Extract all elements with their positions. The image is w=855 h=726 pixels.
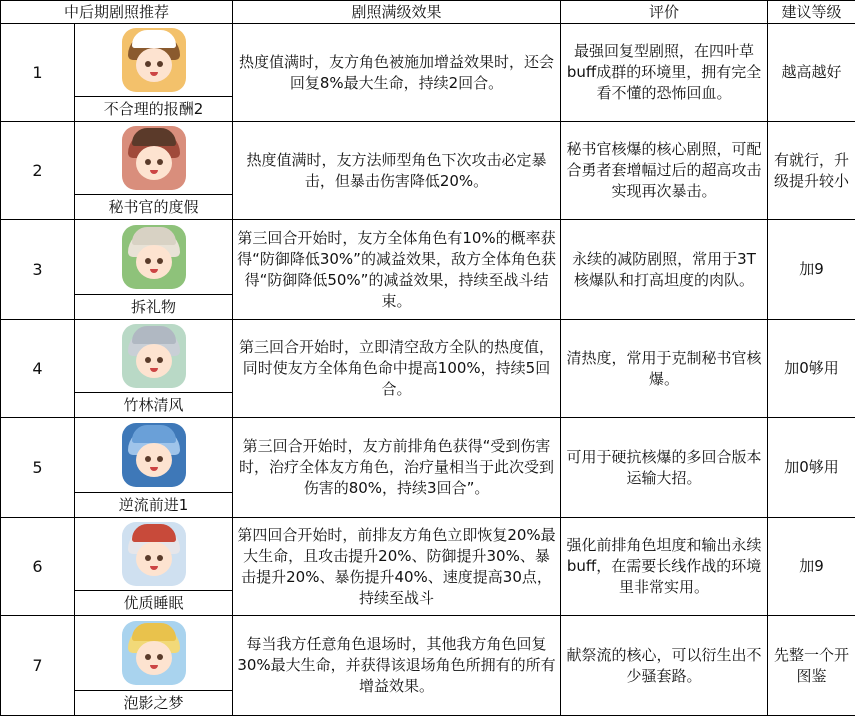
grade-text: 先整一个开图鉴 (768, 616, 855, 716)
table-row (1, 320, 855, 393)
review-text: 清热度，常用于克制秘书官核爆。 (561, 320, 768, 418)
row-number: 2 (1, 122, 75, 220)
portrait-hat (132, 425, 176, 443)
grade-text: 加9 (768, 518, 855, 616)
grade-text: 越高越好 (768, 24, 855, 122)
mouse-chef-portrait (122, 28, 186, 92)
portrait-cell (75, 24, 233, 97)
portrait-cell (75, 320, 233, 393)
table-row (1, 518, 855, 591)
grade-text: 加0够用 (768, 320, 855, 418)
review-text: 永续的减防剧照，常用于3T核爆队和打高坦度的肉队。 (561, 220, 768, 320)
portrait-face (136, 245, 172, 279)
portrait-eye (157, 61, 163, 67)
effect-text: 热度值满时，友方法师型角色下次攻击必定暴击，但暴击伤害降低20%。 (233, 122, 561, 220)
effect-text: 第三回合开始时，友方全体角色有10%的概率获得“防御降低30%”的减益效果，敌方全体角色获得“防御降低50%”的减益效果，持续至战斗结束。 (233, 220, 561, 320)
portrait-face (136, 641, 172, 675)
gift-unwrap-portrait (122, 225, 186, 289)
quality-sleep-portrait (122, 522, 186, 586)
portrait-face (136, 344, 172, 378)
portrait-eye (157, 159, 163, 165)
still-name: 不合理的报酬2 (75, 97, 233, 122)
table-row (1, 24, 855, 97)
review-text: 最强回复型剧照，在四叶草buff成群的环境里，拥有完全看不懂的恐怖回血。 (561, 24, 768, 122)
portrait-eye (157, 258, 163, 264)
grade-text: 有就行，升级提升较小 (768, 122, 855, 220)
portrait-cell (75, 220, 233, 295)
bamboo-breeze-portrait (122, 324, 186, 388)
portrait-hat (132, 128, 176, 146)
portrait-eye (145, 159, 151, 165)
effect-text: 第三回合开始时，友方前排角色获得“受到伤害时，治疗全体友方角色，治疗量相当于此次受到伤害的80%，持续3回合”。 (233, 418, 561, 518)
review-text: 献祭流的核心，可以衍生出不少骚套路。 (561, 616, 768, 716)
row-number: 3 (1, 220, 75, 320)
still-name: 泡影之梦 (75, 691, 233, 716)
secretary-vacation-portrait (122, 126, 186, 190)
review-text: 秘书官核爆的核心剧照，可配合勇者套增幅过后的超高攻击实现再次暴击。 (561, 122, 768, 220)
portrait-eye (145, 555, 151, 561)
row-number: 6 (1, 518, 75, 616)
header-review: 评价 (561, 1, 768, 24)
table-row (1, 220, 855, 295)
still-name: 竹林清风 (75, 393, 233, 418)
portrait-hat (132, 524, 176, 542)
row-number: 1 (1, 24, 75, 122)
still-name: 逆流前进1 (75, 493, 233, 518)
grade-text: 加9 (768, 220, 855, 320)
grade-text: 加0够用 (768, 418, 855, 518)
portrait-eye (145, 61, 151, 67)
row-number: 5 (1, 418, 75, 518)
table-row (1, 616, 855, 691)
upstream-portrait (122, 423, 186, 487)
still-name: 拆礼物 (75, 295, 233, 320)
bubble-dream-portrait (122, 621, 186, 685)
effect-text: 热度值满时，友方角色被施加增益效果时，还会回复8%最大生命，持续2回合。 (233, 24, 561, 122)
row-number: 7 (1, 616, 75, 716)
row-number: 4 (1, 320, 75, 418)
portrait-face (136, 443, 172, 477)
still-name: 优质睡眠 (75, 591, 233, 616)
header-row (1, 1, 855, 24)
review-text: 强化前排角色坦度和输出永续buff，在需要长线作战的环境里非常实用。 (561, 518, 768, 616)
portrait-hat (132, 623, 176, 641)
portrait-hat (132, 30, 176, 48)
table-row (1, 418, 855, 493)
header-effect: 剧照满级效果 (233, 1, 561, 24)
portrait-eye (157, 654, 163, 660)
header-recommend: 中后期剧照推荐 (1, 1, 233, 24)
portrait-face (136, 48, 172, 82)
portrait-eye (145, 258, 151, 264)
portrait-face (136, 146, 172, 180)
review-text: 可用于硬抗核爆的多回合版本运输大招。 (561, 418, 768, 518)
effect-text: 第四回合开始时，前排友方角色立即恢复20%最大生命，且攻击提升20%、防御提升30%、暴击提升20%、暴伤提升40%、速度提高30点，持续至战斗 (233, 518, 561, 616)
portrait-cell (75, 616, 233, 691)
portrait-eye (145, 654, 151, 660)
portrait-eye (145, 357, 151, 363)
effect-text: 第三回合开始时，立即清空敌方全队的热度值，同时使友方全体角色命中提高100%，持续5回合。 (233, 320, 561, 418)
portrait-hat (132, 227, 176, 245)
portrait-eye (157, 357, 163, 363)
portrait-eye (157, 456, 163, 462)
portrait-cell (75, 122, 233, 195)
effect-text: 每当我方任意角色退场时，其他我方角色回复30%最大生命，并获得该退场角色所拥有的所有增益效果。 (233, 616, 561, 716)
portrait-cell (75, 418, 233, 493)
header-grade: 建议等级 (768, 1, 855, 24)
portrait-eye (145, 456, 151, 462)
still-name: 秘书官的度假 (75, 195, 233, 220)
table-row (1, 122, 855, 195)
portrait-cell (75, 518, 233, 591)
portrait-hat (132, 326, 176, 344)
portrait-face (136, 542, 172, 576)
portrait-eye (157, 555, 163, 561)
